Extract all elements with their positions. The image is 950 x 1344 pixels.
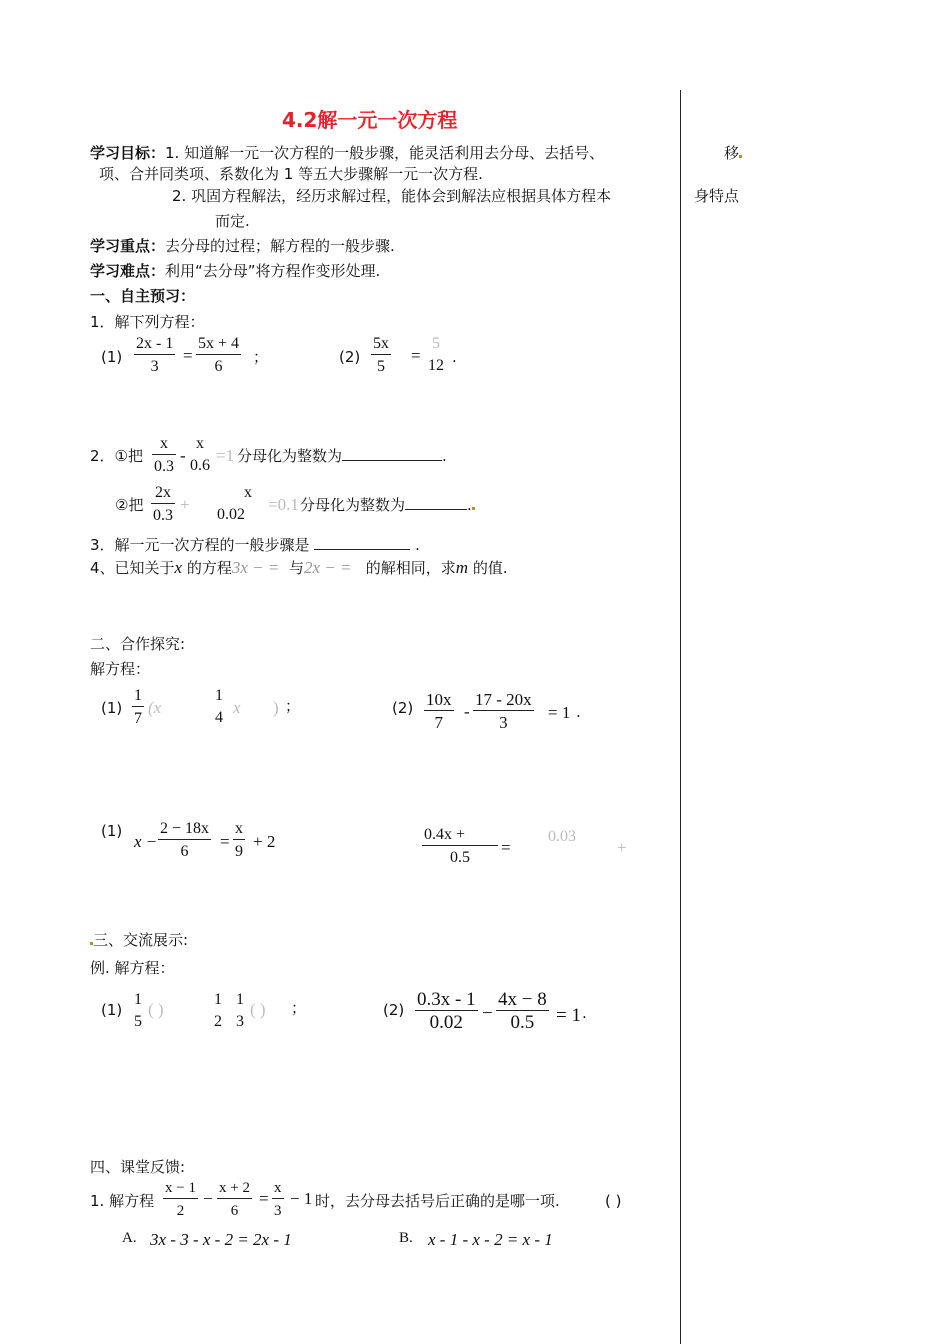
expression-part: + 2 xyxy=(253,832,276,851)
difficulty-text: 利用“去分母”将方程作变形处理. xyxy=(165,262,381,280)
minus-sign: - xyxy=(180,446,186,465)
expression-part: x xyxy=(233,698,241,717)
equals-sign: = xyxy=(220,832,230,851)
section-4-heading: 四、课堂反馈: xyxy=(90,1158,186,1176)
plus-sign: + xyxy=(180,495,190,514)
fraction: 0.03 xyxy=(548,828,576,845)
goals-item-1-cont: 项、合并同类项、系数化为 1 等五大步骤解一元一次方程. xyxy=(99,165,483,183)
s1-question-2: 2．①把 xyxy=(90,447,143,465)
s3-label-2: (2) xyxy=(383,1001,405,1019)
fraction: $\frac{2x - 1}{3}$ xyxy=(136,335,174,375)
difficulty-point xyxy=(90,261,380,281)
s4-question-1: 1. 解方程 xyxy=(90,1192,155,1210)
minus-sign: − xyxy=(482,1003,493,1024)
s1-question-4: 4、已知关于x 的方程3x − = 与2x − = 的解相同，求m 的值. xyxy=(90,558,508,577)
s1-q2-1-text: 分母化为整数为 . xyxy=(237,447,447,465)
semicolon: ； xyxy=(291,999,307,1017)
s1-question-3: 3．解一元一次方程的一般步骤是 . xyxy=(90,536,420,554)
expression-part: ( ) xyxy=(148,1000,164,1019)
goals-item-2-cont: 而定. xyxy=(215,212,250,230)
option-b-label: B. xyxy=(399,1230,413,1246)
section-2-heading: 二、合作探究: xyxy=(90,635,186,653)
expression-part: ( ) xyxy=(250,1000,266,1019)
answer-blank[interactable] xyxy=(314,535,410,550)
s2-label-3: (1) xyxy=(101,822,123,840)
s1-q2-2-text: 分母化为整数为 . xyxy=(300,495,475,515)
equals-sign: = xyxy=(259,1189,269,1208)
fraction: $\frac{10x}{7}$ xyxy=(426,690,452,732)
fraction: 1 3 xyxy=(236,991,244,1030)
s2-label-1: (1) xyxy=(101,699,123,717)
period: . xyxy=(582,1004,587,1022)
fraction: $\frac{x - 1}{2}$ xyxy=(165,1180,196,1219)
fraction: $\frac{5x}{5}$ xyxy=(373,335,389,375)
semicolon: ； xyxy=(285,697,301,715)
s1-question-2-2: ②把 xyxy=(115,496,144,514)
s1-question-1: 1．解下列方程： xyxy=(90,313,205,331)
fraction: $\frac{2 - 18x}{6}$ xyxy=(160,820,210,860)
fraction: $\frac{17 - 20x}{3}$ xyxy=(475,690,532,732)
fraction: 1 5 xyxy=(134,991,142,1030)
section-2-sub: 解方程： xyxy=(90,660,151,678)
answer-blank[interactable] xyxy=(342,446,442,461)
minus-sign: − xyxy=(203,1189,213,1208)
answer-paren[interactable]: ( ) xyxy=(605,1192,622,1210)
key-text: 去分母的过程；解方程的一般步骤. xyxy=(165,237,395,255)
key-point xyxy=(90,236,395,256)
answer-blank[interactable] xyxy=(405,495,467,510)
fraction: $\frac{1}{7}$ xyxy=(134,687,142,727)
period: . xyxy=(576,703,581,721)
fraction: x 0.02 xyxy=(217,484,252,523)
equals-sign: = xyxy=(183,346,193,365)
fraction: 1 2 xyxy=(214,991,222,1030)
goals-label: 学习目标： xyxy=(90,144,166,162)
fraction: $\frac{x + 2}{6}$ xyxy=(219,1180,250,1219)
equals-sign: = xyxy=(411,346,421,365)
section-1-heading: 一、自主预习： xyxy=(90,287,196,305)
fraction: $\frac{4x - 8}{0.5}$ xyxy=(498,989,547,1033)
equation-rhs: =1 xyxy=(216,446,235,465)
equals-sign: = xyxy=(501,838,511,857)
fraction: $\frac{x}{9}$ xyxy=(235,820,243,860)
fraction: 5 12 xyxy=(428,335,444,374)
fraction: $\frac{x}{3}$ xyxy=(274,1180,282,1219)
page-title: 4.2解一元一次方程 xyxy=(282,108,458,132)
fraction: 1 4 xyxy=(215,687,223,726)
s3-label-1: (1) xyxy=(101,1001,123,1019)
goals-overflow-2: 身特点 xyxy=(694,187,740,205)
expression-part: − 1 xyxy=(290,1189,313,1208)
equation-rhs: = 1 xyxy=(548,703,571,722)
expression-part: (x xyxy=(148,698,162,717)
option-a-label: A. xyxy=(122,1230,137,1246)
goals-overflow-1: 移 xyxy=(724,143,742,163)
goals-item-1: 1. 知道解一元一次方程的一般步骤，能灵活利用去分母、去括号、 xyxy=(165,144,605,162)
fraction: $\frac{x}{0.3}$ xyxy=(154,435,174,475)
s4-question-1-text: 时，去分母去括号后正确的是哪一项. xyxy=(315,1192,560,1210)
expression-part: + xyxy=(617,838,627,857)
fraction: $\frac{2x}{0.3}$ xyxy=(153,484,173,524)
fraction: x 0.6 xyxy=(190,435,210,474)
fraction: $\frac{0.4x +}{0.5}$ xyxy=(422,825,498,868)
key-label: 学习重点： xyxy=(90,237,166,255)
difficulty-label: 学习难点： xyxy=(90,262,166,280)
section-3-heading: 三、交流展示: xyxy=(90,930,188,950)
right-margin-rule xyxy=(680,90,681,1344)
option-b[interactable]: x - 1 - x - 2 = x - 1 xyxy=(428,1230,553,1249)
s1-q1-label-2: (2) xyxy=(339,348,361,366)
section-3-sub: 例. 解方程： xyxy=(90,959,175,977)
s1-q1-label-1: (1) xyxy=(101,348,123,366)
fraction: $\frac{0.3x - 1}{0.02}$ xyxy=(417,989,476,1033)
s2-label-2: (2) xyxy=(392,699,414,717)
equation-rhs: =0.1 xyxy=(268,495,299,514)
semicolon: ； xyxy=(253,348,269,366)
goals-line-1 xyxy=(90,143,604,163)
expression-part: ) xyxy=(273,698,279,717)
option-a[interactable]: 3x - 3 - x - 2 = 2x - 1 xyxy=(150,1230,292,1249)
goals-item-2: 2. 巩固方程解法，经历求解过程，能体会到解法应根据具体方程本 xyxy=(172,187,612,205)
fraction: $\frac{5x + 4}{6}$ xyxy=(198,335,240,375)
expression-part: x − xyxy=(134,832,158,851)
equation-rhs: = 1 xyxy=(556,1005,581,1026)
period: . xyxy=(452,348,457,366)
minus-sign: - xyxy=(464,702,470,721)
